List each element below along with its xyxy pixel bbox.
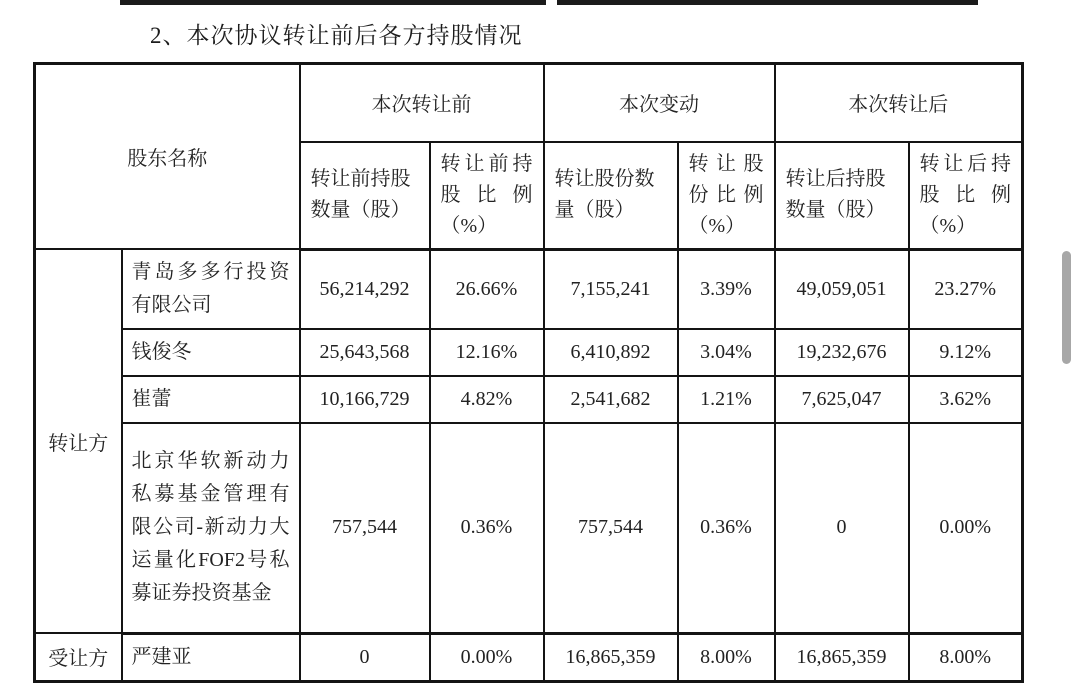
header-group-after-transfer: 本次转让后 [775,64,1023,142]
header-group-before-transfer: 本次转让前 [300,64,544,142]
change-qty: 7,155,241 [544,249,678,329]
before-qty: 56,214,292 [300,249,430,329]
header-change-qty: 转让股份数量（股） [544,142,678,250]
group-label-transferor: 转让方 [35,249,122,633]
shareholder-name: 钱俊冬 [122,329,300,376]
change-qty: 16,865,359 [544,633,678,681]
header-shareholder-name: 股东名称 [35,64,300,250]
after-qty: 19,232,676 [775,329,909,376]
before-qty: 25,643,568 [300,329,430,376]
after-qty: 16,865,359 [775,633,909,681]
table-row [35,329,1023,376]
header-change-pct: 转让股份比例（%） [678,142,775,250]
clipped-table-rule-right [557,0,978,5]
change-pct: 1.21% [678,376,775,423]
after-pct: 3.62% [909,376,1023,423]
after-pct: 9.12% [909,329,1023,376]
table-row [35,633,1023,681]
before-pct: 0.00% [430,633,544,681]
after-pct: 23.27% [909,249,1023,329]
section-title: 2、本次协议转让前后各方持股情况 [150,23,523,48]
change-pct: 0.36% [678,423,775,633]
header-after-pct: 转让后持股比例（%） [909,142,1023,250]
after-pct: 0.00% [909,423,1023,633]
change-qty: 757,544 [544,423,678,633]
header-before-pct: 转让前持股比例（%） [430,142,544,250]
change-qty: 6,410,892 [544,329,678,376]
after-qty: 0 [775,423,909,633]
change-pct: 3.04% [678,329,775,376]
before-pct: 12.16% [430,329,544,376]
table-row [35,249,1023,329]
shareholder-name: 崔蕾 [122,376,300,423]
after-qty: 49,059,051 [775,249,909,329]
after-pct: 8.00% [909,633,1023,681]
header-after-qty: 转让后持股数量（股） [775,142,909,250]
before-pct: 0.36% [430,423,544,633]
before-qty: 0 [300,633,430,681]
change-pct: 3.39% [678,249,775,329]
before-pct: 4.82% [430,376,544,423]
after-qty: 7,625,047 [775,376,909,423]
shareholding-table [33,62,1024,683]
table-row [35,423,1023,633]
before-qty: 10,166,729 [300,376,430,423]
scrollbar-thumb[interactable] [1062,251,1071,364]
group-label-transferee: 受让方 [35,633,122,681]
shareholder-name: 北京华软新动力私募基金管理有限公司-新动力大运量化FOF2号私募证券投资基金 [122,423,300,633]
shareholder-name: 青岛多多行投资有限公司 [122,249,300,329]
header-group-change: 本次变动 [544,64,775,142]
header-before-qty: 转让前持股数量（股） [300,142,430,250]
table-row [35,376,1023,423]
change-qty: 2,541,682 [544,376,678,423]
shareholder-name: 严建亚 [122,633,300,681]
clipped-table-rule-left [120,0,546,5]
before-pct: 26.66% [430,249,544,329]
before-qty: 757,544 [300,423,430,633]
change-pct: 8.00% [678,633,775,681]
